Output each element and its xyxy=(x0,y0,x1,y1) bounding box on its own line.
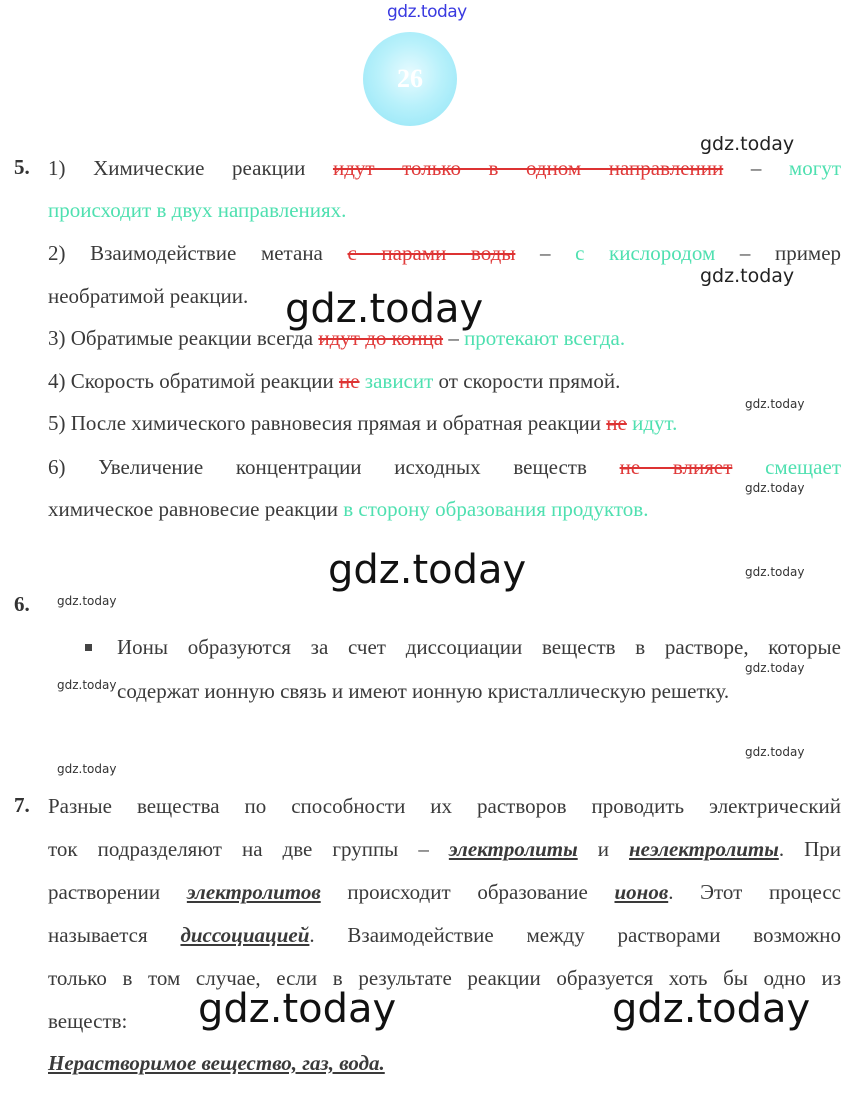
task-number: 5. xyxy=(14,155,30,179)
watermark: gdz.today xyxy=(328,547,527,593)
task5-sentence-1-cont: происходит в двух направлениях. xyxy=(48,198,347,222)
task7-line-4: называется диссоциацией. Взаимодействие между растворами возможно xyxy=(48,923,842,947)
watermark: gdz.today xyxy=(198,986,397,1032)
task7-line-5: только в том случае, если в результате реакции образуется хоть бы одно из xyxy=(48,966,841,990)
watermark: gdz.today xyxy=(612,986,811,1032)
watermark: gdz.today xyxy=(745,481,805,495)
task5-sentence-6: 6) Увеличение концентрации исходных веществ не влияет смещает xyxy=(48,455,841,479)
watermark-top: gdz.today xyxy=(387,2,467,22)
task5-sentence-1: 1) Химические реакции идут только в одном направлении – могут xyxy=(48,156,842,180)
task6-line-1: Ионы образуются за счет диссоциации веществ в растворе, которые xyxy=(117,635,841,659)
task-number: 7. xyxy=(14,793,30,817)
task7-line-6: веществ: xyxy=(48,1009,128,1033)
watermark: gdz.today xyxy=(57,762,117,776)
watermark: gdz.today xyxy=(700,265,795,287)
task-number: 6. xyxy=(14,592,30,616)
task5-sentence-5: 5) После химического равновесия прямая и обратная реакции не идут. xyxy=(48,411,678,435)
task5-sentence-6-cont: химическое равновесие реакции в сторону образования продуктов. xyxy=(48,497,649,521)
watermark: gdz.today xyxy=(700,133,795,155)
watermark: gdz.today xyxy=(285,286,484,332)
task6-line-2: содержат ионную связь и имеют ионную кристаллическую решетку. xyxy=(117,679,730,703)
watermark: gdz.today xyxy=(745,745,805,759)
task5-sentence-4: 4) Скорость обратимой реакции не зависит от скорости прямой. xyxy=(48,369,621,393)
task7-line-2: ток подразделяют на две группы – электролиты и неэлектролиты. При xyxy=(48,837,842,861)
bullet-marker xyxy=(85,644,92,651)
task5-sentence-2-cont: необратимой реакции. xyxy=(48,284,249,308)
task7-line-1: Разные вещества по способности их растворов проводить электрический xyxy=(48,794,841,818)
task5-sentence-3: 3) Обратимые реакции всегда идут до конца – протекают всегда. xyxy=(48,326,626,350)
watermark: gdz.today xyxy=(57,678,117,692)
watermark: gdz.today xyxy=(745,397,805,411)
watermark: gdz.today xyxy=(57,594,117,608)
task5-sentence-2: 2) Взаимодействие метана с парами воды – с кислородом – пример xyxy=(48,241,842,265)
task7-answer: Нерастворимое вещество, газ, вода. xyxy=(48,1051,385,1075)
page-number-badge: 26 xyxy=(363,32,457,126)
watermark: gdz.today xyxy=(745,565,805,579)
task7-line-3: растворении электролитов происходит образование ионов. Этот процесс xyxy=(48,880,841,904)
watermark: gdz.today xyxy=(745,661,805,675)
